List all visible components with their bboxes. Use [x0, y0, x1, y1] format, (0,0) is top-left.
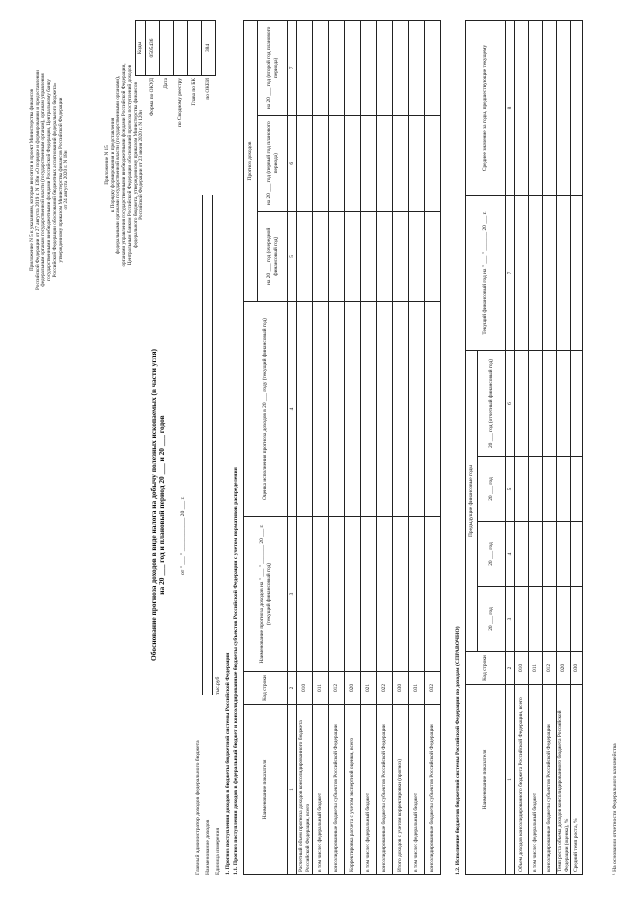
- cell[interactable]: [409, 517, 425, 672]
- cell[interactable]: [345, 21, 361, 116]
- row-code: 011: [313, 672, 329, 705]
- table-row: [361, 21, 377, 875]
- cell[interactable]: [329, 211, 345, 301]
- cell[interactable]: [557, 196, 571, 351]
- row-code: 020: [557, 652, 571, 685]
- cell[interactable]: [543, 351, 557, 457]
- cell[interactable]: [425, 517, 441, 672]
- col-number: 6: [288, 115, 297, 211]
- cell[interactable]: [361, 211, 377, 301]
- row-name: Итого доходов с учетом корректировки (прогноз): [393, 705, 409, 875]
- cell[interactable]: [393, 517, 409, 672]
- col-header-name: Наименование показателя: [244, 705, 288, 875]
- cell[interactable]: [515, 457, 529, 522]
- note-line: федеральным органам государственной власти (государственным органам), органам управления: [40, 73, 47, 287]
- row-code: 031: [409, 672, 425, 705]
- table-row: [345, 21, 361, 875]
- forecast-table: [243, 20, 441, 875]
- col-number: 5: [288, 211, 297, 301]
- col-header-code: Код строки: [244, 672, 288, 705]
- cell[interactable]: [529, 457, 543, 522]
- col-number: 2: [506, 652, 515, 685]
- note-line: Российской Федерации от 27 августа 2019 г. N 138н «О порядке и формировании и предоставлении: [34, 70, 41, 290]
- row-name: Расчетный объем прогноза доходов консолидированного бюджета Российской Федерации, всего: [297, 705, 313, 875]
- cell[interactable]: [543, 587, 557, 652]
- cell[interactable]: [543, 457, 557, 522]
- note-line: Приложение N 5 к указаниям, которые вносятся в проект Министерства финансов: [29, 89, 35, 271]
- row-code: 010: [297, 672, 313, 705]
- section-1-1-title: 1.1. Прогноз поступления доходов в федеральный бюджет и консолидированные бюджеты субъектов Российской Федерации с учетом нормативов распределения: [233, 467, 239, 875]
- section-1-2-title: 1.2. Исполнение бюджетов бюджетной системы Российской Федерации по доходам (СПРАВОЧНО): [455, 626, 461, 875]
- cell[interactable]: [409, 302, 425, 517]
- col-header-prev3: 20 ___ год: [478, 457, 506, 522]
- note-line: органами управления государственными внебюджетными фондами Российской Федерации,: [121, 63, 128, 267]
- codes-table: [135, 20, 216, 170]
- cell[interactable]: [557, 21, 571, 196]
- col-header-year3: на 20 ___ год (второй год планового периода): [258, 21, 288, 116]
- row-name: в том числе: федеральный бюджет: [529, 685, 543, 875]
- cell[interactable]: [571, 196, 583, 351]
- cell[interactable]: [329, 517, 345, 672]
- cell[interactable]: [345, 517, 361, 672]
- code-value: 384: [202, 21, 216, 76]
- unit-label: Единица измерения: [215, 827, 221, 875]
- table-row: [557, 21, 571, 875]
- code-label: Форма по ОКУД: [149, 78, 156, 116]
- cell[interactable]: [571, 522, 583, 587]
- col-number: 1: [288, 705, 297, 875]
- col-number: 4: [506, 522, 515, 587]
- cell[interactable]: [557, 522, 571, 587]
- row-name: в том числе: федеральный бюджет: [409, 705, 425, 875]
- cell[interactable]: [313, 21, 329, 116]
- row-name: консолидированные бюджеты субъектов Российской Федерации: [329, 705, 345, 875]
- cell[interactable]: [313, 517, 329, 672]
- col-header-current: Текущий финансовый год на " ___ " _______ 20 ___ г.: [466, 196, 506, 351]
- cell[interactable]: [571, 457, 583, 522]
- col-header-prev2: 20 ___ год: [478, 522, 506, 587]
- cell[interactable]: [361, 115, 377, 211]
- col-header-forecast: Прогноз доходов: [244, 21, 258, 302]
- table-row: [393, 21, 409, 875]
- col-header-name: Наименование показателя: [466, 685, 506, 875]
- col-header-year2: на 20 ___ год (первый год планового периода): [258, 115, 288, 211]
- cell[interactable]: [515, 587, 529, 652]
- row-code: 030: [571, 652, 583, 685]
- row-name: консолидированные бюджеты субъектов Российской Федерации: [377, 705, 393, 875]
- note-line: утвержденному приказом Министерства финансов Российской Федерации: [57, 97, 64, 263]
- date-line: от " ___ " ____________ 20 ___ г.: [180, 496, 186, 575]
- cell[interactable]: [409, 21, 425, 116]
- cell[interactable]: [409, 115, 425, 211]
- code-value: 0505436: [146, 21, 160, 76]
- col-header-average: Среднее значение за годы, предшествующие текущему: [466, 21, 506, 196]
- cell[interactable]: [329, 21, 345, 116]
- note-line: Российской Федерации обоснований бюджетных ассигнований федерального бюджета»: [51, 82, 58, 278]
- col-header-code: Код строки: [466, 652, 506, 685]
- row-name: в том числе: федеральный бюджет: [361, 705, 377, 875]
- row-code: 012: [543, 652, 557, 685]
- cell[interactable]: [529, 522, 543, 587]
- cell[interactable]: [393, 302, 409, 517]
- row-name: консолидированные бюджеты субъектов Российской Федерации: [543, 685, 557, 875]
- cell[interactable]: [297, 211, 313, 301]
- cell[interactable]: [313, 302, 329, 517]
- cell[interactable]: [529, 587, 543, 652]
- row-code: 032: [425, 672, 441, 705]
- code-label: Дата: [163, 78, 170, 89]
- col-number: 2: [288, 672, 297, 705]
- cell[interactable]: [377, 302, 393, 517]
- code-label: по ОКЕИ: [205, 78, 212, 100]
- col-number: 1: [506, 685, 515, 875]
- cell[interactable]: [329, 302, 345, 517]
- code-value: [160, 21, 174, 76]
- code-value: [174, 21, 188, 76]
- cell[interactable]: [515, 351, 529, 457]
- cell[interactable]: [329, 115, 345, 211]
- admin-underline: [202, 195, 203, 695]
- table-row: [571, 21, 583, 875]
- table-row: [515, 21, 529, 875]
- cell[interactable]: [515, 522, 529, 587]
- col-header-year1: на 20 ___ год (очередной финансовый год): [258, 211, 288, 301]
- execution-table: [465, 20, 583, 875]
- row-name: Средний темп роста, %: [571, 685, 583, 875]
- note-line: государственными внебюджетными фондами Российской Федерации, Центральному банку: [46, 79, 53, 281]
- row-code: 012: [329, 672, 345, 705]
- cell[interactable]: [571, 21, 583, 196]
- note-line: Центральным банком Российской Федерации обоснований прогноза поступлений доходов: [126, 64, 133, 266]
- cell[interactable]: [543, 522, 557, 587]
- col-header-previous: Предыдущие финансовые годы: [466, 351, 478, 652]
- row-code: 011: [529, 652, 543, 685]
- income-underline: [212, 195, 213, 695]
- cell[interactable]: [529, 21, 543, 196]
- cell[interactable]: [571, 587, 583, 652]
- code-value: [188, 21, 202, 76]
- row-code: 021: [361, 672, 377, 705]
- cell[interactable]: [425, 211, 441, 301]
- code-label: по Сводному реестру: [177, 78, 184, 127]
- footnote: ¹ На основании отчетности Федерального казначейства: [612, 743, 618, 875]
- note-line: к Порядку формирования и представления: [109, 117, 116, 213]
- col-number: 3: [288, 517, 297, 672]
- cell[interactable]: [425, 21, 441, 116]
- row-name: Корректировка расчета с учетом экспертной оценки, всего: [345, 705, 361, 875]
- cell[interactable]: [409, 211, 425, 301]
- cell[interactable]: [297, 517, 313, 672]
- page-title: [150, 225, 166, 785]
- cell[interactable]: [377, 211, 393, 301]
- cell[interactable]: [361, 517, 377, 672]
- col-number: 4: [288, 302, 297, 517]
- table-row: [313, 21, 329, 875]
- cell[interactable]: [377, 21, 393, 116]
- table-row: [409, 21, 425, 875]
- note-line: Приложение N 15: [104, 145, 110, 185]
- admin-label: Главный администратор доходов федерального бюджета: [195, 740, 201, 875]
- cell[interactable]: [345, 211, 361, 301]
- row-name: Объем доходов консолидированного бюджета Российской Федерации, всего: [515, 685, 529, 875]
- table-row: [297, 21, 313, 875]
- code-label: Глава по БК: [191, 78, 198, 106]
- cell[interactable]: [297, 302, 313, 517]
- table-row: [329, 21, 345, 875]
- cell[interactable]: [361, 302, 377, 517]
- col-header-estimate: Оценка исполнения прогноза доходов в 20 ___ году (текущий финансовый год): [244, 302, 288, 517]
- note-line: Российской Федерации от 23 июня 2020 г. N 120н: [138, 110, 145, 220]
- table-row: [543, 21, 557, 875]
- note-line: федеральными органами государственной власти (государственными органами),: [115, 75, 122, 255]
- table-row: [529, 21, 543, 875]
- cell[interactable]: [515, 21, 529, 196]
- cell[interactable]: [313, 211, 329, 301]
- unit-value: тыс.руб: [215, 676, 221, 695]
- appendix-note: [30, 15, 70, 345]
- col-number: 3: [506, 587, 515, 652]
- cell[interactable]: [393, 115, 409, 211]
- cell[interactable]: [297, 115, 313, 211]
- row-name: Темп роста объема доходов консолидированного бюджета Российской Федерации (оценка), %: [557, 685, 571, 875]
- cell[interactable]: [425, 302, 441, 517]
- col-number: 7: [288, 21, 297, 116]
- cell[interactable]: [345, 115, 361, 211]
- codes-header: Коды: [136, 21, 146, 76]
- cell[interactable]: [529, 351, 543, 457]
- section-1-title: 1. Прогноз поступления доходов в бюджеты бюджетной системы Российской Федерации: [225, 652, 231, 875]
- cell[interactable]: [543, 196, 557, 351]
- row-code: 030: [393, 672, 409, 705]
- row-name: в том числе: федеральный бюджет: [313, 705, 329, 875]
- title-line: на 20 ___ год и плановый период 20 ___ и 20 ___ годов: [157, 415, 167, 595]
- cell[interactable]: [345, 302, 361, 517]
- cell[interactable]: [557, 457, 571, 522]
- col-number: 5: [506, 457, 515, 522]
- col-header-plan: Наименование прогноза доходов на " ___ " _______ 20 ___ г. (текущий финансовый год): [244, 517, 288, 672]
- col-number: 8: [506, 21, 515, 196]
- cell[interactable]: [297, 21, 313, 116]
- row-code: 022: [377, 672, 393, 705]
- cell[interactable]: [313, 115, 329, 211]
- cell[interactable]: [543, 21, 557, 196]
- cell[interactable]: [393, 21, 409, 116]
- cell[interactable]: [557, 587, 571, 652]
- title-line: Обоснование прогноза доходов в виде налога на добычу полезных ископаемых (в части угля): [149, 349, 158, 661]
- row-name: консолидированные бюджеты субъектов Российской Федерации: [425, 705, 441, 875]
- table-row: [377, 21, 393, 875]
- table-row: [425, 21, 441, 875]
- cell[interactable]: [529, 196, 543, 351]
- cell[interactable]: [377, 115, 393, 211]
- col-number: 7: [506, 196, 515, 351]
- cell[interactable]: [425, 115, 441, 211]
- cell[interactable]: [377, 517, 393, 672]
- col-header-prev1: 20 ___ год: [478, 587, 506, 652]
- col-header-reporting: 20 ___ год (отчетный финансовый год): [478, 351, 506, 457]
- cell[interactable]: [515, 196, 529, 351]
- cell[interactable]: [557, 351, 571, 457]
- cell[interactable]: [361, 21, 377, 116]
- note-line: от 24 августа 2020 г. N 18н: [63, 150, 70, 210]
- income-label: Наименование доходов: [205, 819, 211, 875]
- row-code: 010: [515, 652, 529, 685]
- cell[interactable]: [571, 351, 583, 457]
- cell[interactable]: [393, 211, 409, 301]
- note-line: федерального бюджета, утвержденному приказом Министерства финансов: [132, 82, 139, 248]
- col-number: 6: [506, 351, 515, 457]
- row-code: 020: [345, 672, 361, 705]
